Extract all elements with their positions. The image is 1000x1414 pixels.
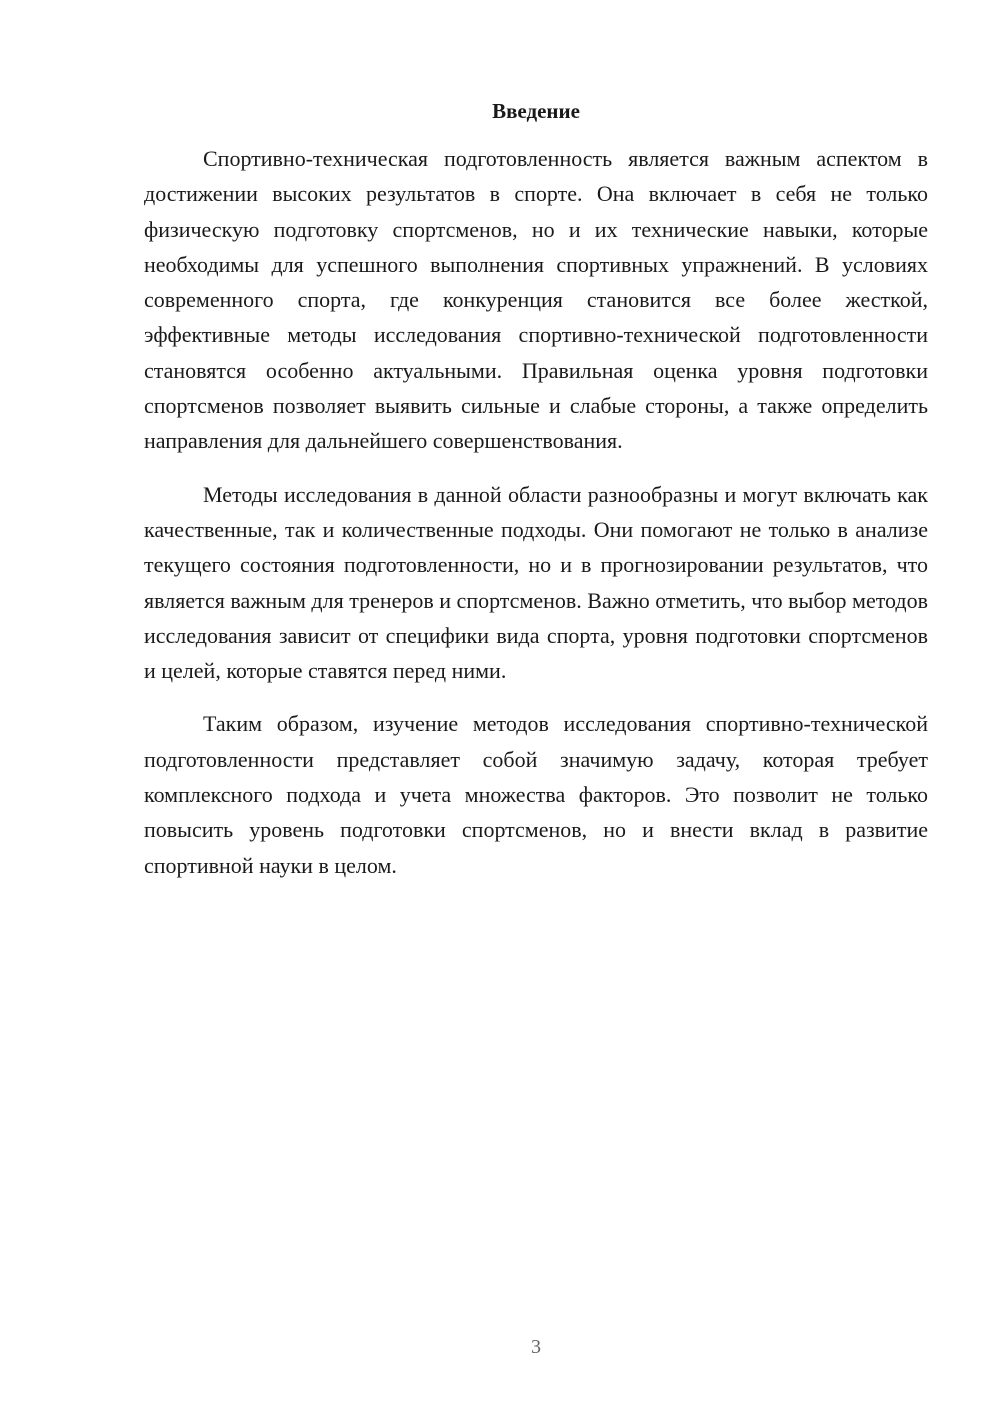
page-number: 3 — [531, 1336, 541, 1358]
paragraph-3: Таким образом, изучение методов исследования спортивно-технической подготовленности представляет собой значимую задачу, которая требует комплексного подхода и учета множества факторов. Это позволит не только повысить уровень подготовки спортсменов, но и внести вклад в развитие спортивной науки в целом. — [144, 711, 928, 878]
section-title: Введение — [492, 99, 580, 123]
paragraph-1: Спортивно-техническая подготовленность является важным аспектом в достижении высоких результатов в спорте. Она включает в себя не только физическую подготовку спортсменов, но и их технические навыки, которые необходимы для успешного выполнения спортивных упражнений. В условиях современного спорта, где конкуренция становится все более жесткой, эффективные методы исследования спортивно-технической подготовленности становятся особенно актуальными. Правильная оценка уровня подготовки спортсменов позволяет выявить сильные и слабые стороны, а также определить направления для дальнейшего совершенствования. — [144, 146, 928, 454]
body-text — [144, 141, 928, 901]
paragraph-2: Методы исследования в данной области разнообразны и могут включать как качественные, так и количественные подходы. Они помогают не только в анализе текущего состояния подготовленности, но и в прогнозировании результатов, что является важным для тренеров и спортсменов. Важно отметить, что выбор методов исследования зависит от специфики вида спорта, уровня подготовки спортсменов и целей, которые ставятся перед ними. — [144, 481, 928, 684]
